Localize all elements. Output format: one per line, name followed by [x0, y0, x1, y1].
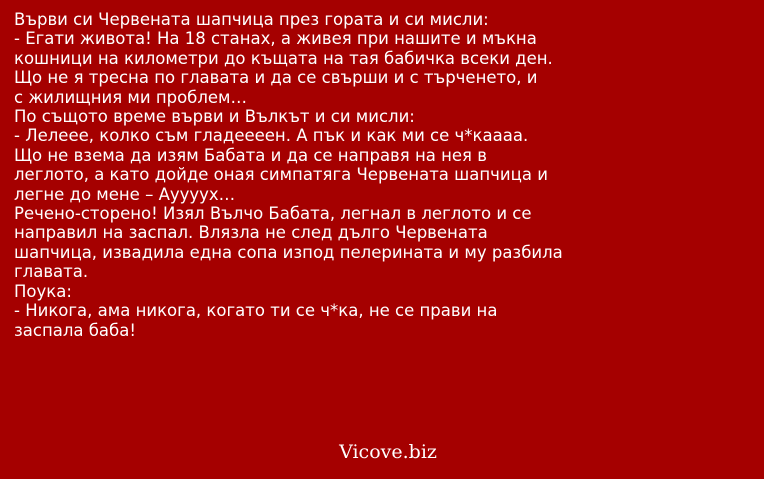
joke-line: направил на заспал. Влязла не след дълго Червената: [14, 223, 488, 243]
joke-line: леглото, а като дойде оная симпатяга Червената шапчица и: [14, 165, 548, 185]
joke-line: кошници на километри до къщата на тая бабичка всеки ден.: [14, 48, 553, 68]
joke-line: с жилищния ми проблем…: [14, 87, 247, 107]
joke-line: - Лелеее, колко съм гладеееен. А пък и как ми се ч*каааа.: [14, 126, 529, 146]
joke-line: Речено-сторено! Изял Вълчо Бабата, легнал в леглото и се: [14, 204, 532, 224]
joke-line: заспала баба!: [14, 320, 136, 340]
joke-line: Що не я тресна по главата и да се свърши и с търченето, и: [14, 68, 538, 88]
joke-line: Върви си Червената шапчица през гората и си мисли:: [14, 10, 489, 29]
joke-line: Що не взема да изям Бабата и да се направя на нея в: [14, 145, 487, 165]
joke-line: - Никога, ама никога, когато ти се ч*ка, не се прави на: [14, 301, 498, 321]
joke-line: главата.: [14, 262, 89, 282]
joke-line: По същото време върви и Вълкът и си мисли:: [14, 107, 415, 127]
joke-line: - Егати живота! На 18 станах, а живея при нашите и мъкна: [14, 29, 537, 49]
joke-line: легне до мене – Ауууух…: [14, 184, 236, 204]
joke-line: шапчица, извадила една сопа изпод пелерината и му разбила: [14, 242, 563, 262]
site-watermark: Vicove.biz: [339, 441, 437, 463]
joke-line: Поука:: [14, 281, 72, 301]
joke-text: [14, 10, 754, 340]
